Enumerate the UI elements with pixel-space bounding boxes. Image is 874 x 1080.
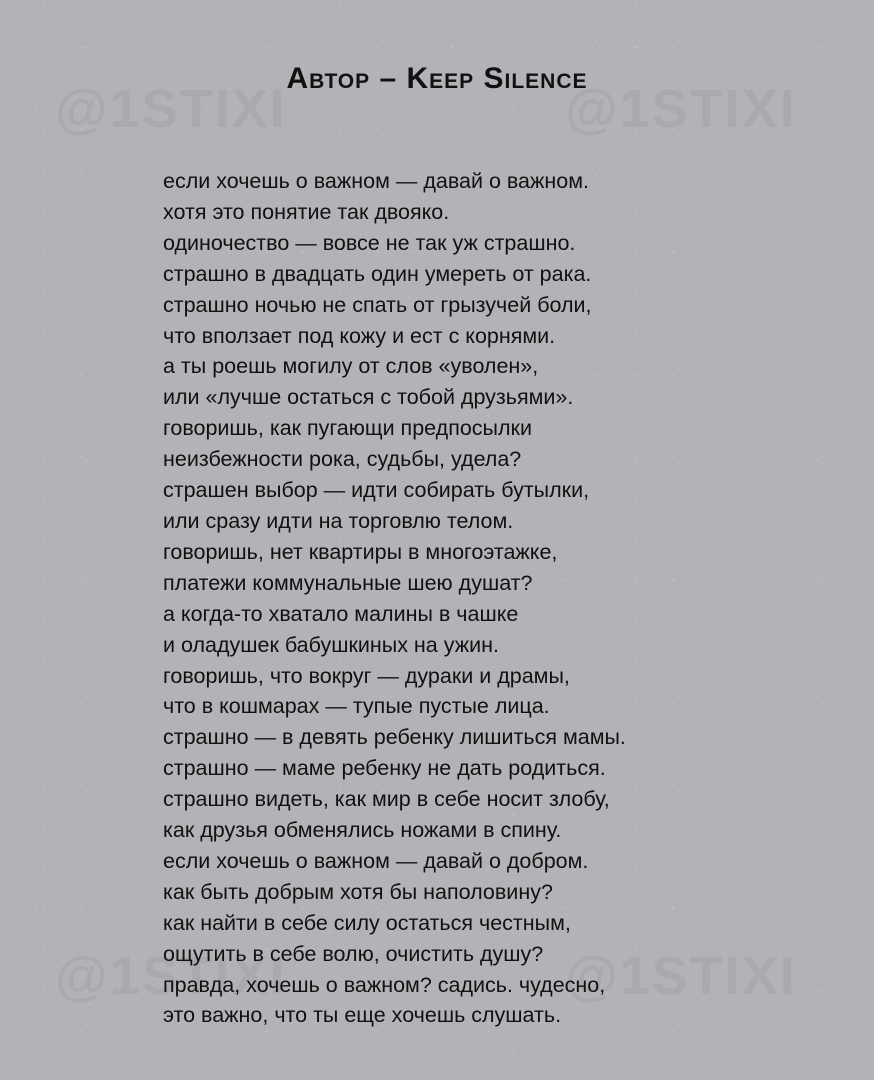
poem-line: платежи коммунальные шею душат? (163, 570, 533, 595)
watermark: @1STIXI (55, 946, 287, 1006)
poem-line: и оладушек бабушкиных на ужин. (163, 632, 499, 657)
poem-line: если хочешь о важном — давай о добром. (163, 848, 589, 873)
poem-line: страшно ночью не спать от грызучей боли, (163, 292, 592, 317)
watermark: @1STIXI (565, 946, 797, 1006)
poem-line: как быть добрым хотя бы наполовину? (163, 879, 553, 904)
poem-line: страшно — в девять ребенку лишиться мамы. (163, 725, 626, 750)
watermark: @1STIXI (55, 79, 287, 139)
poem-line: неизбежности рока, судьбы, удела? (163, 447, 522, 472)
poem-line: как друзья обменялись ножами в спину. (163, 818, 562, 843)
poem-line: страшно — маме ребенку не дать родиться. (163, 756, 606, 781)
poem-line: как найти в себе силу остаться честным, (163, 910, 571, 935)
poem-line: страшно видеть, как мир в себе носит злобу, (163, 787, 610, 812)
poem-line: одиночество — вовсе не так уж страшно. (163, 230, 576, 255)
poem-line: если хочешь о важном — давай о важном. (163, 169, 589, 193)
poem-line: или сразу идти на торговлю телом. (163, 508, 514, 533)
page-title: Автор – Keep Silence (286, 62, 588, 95)
poem-line: а когда-то хватало малины в чашке (163, 601, 519, 626)
poem-line: что вползает под кожу и ест с корнями. (163, 323, 556, 348)
poem-text (163, 166, 743, 1031)
poem-line: что в кошмарах — тупые пустые лица. (163, 694, 550, 719)
poem-line: хотя это понятие так двояко. (163, 199, 450, 224)
poem-line: ощутить в себе волю, очистить душу? (163, 941, 544, 966)
poem-line: а ты роешь могилу от слов «уволен», (163, 354, 539, 379)
poem-line: страшен выбор — идти собирать бутылки, (163, 478, 590, 503)
poem-line: или «лучше остаться с тобой друзьями». (163, 385, 574, 410)
poem-line: говоришь, как пугающи предпосылки (163, 416, 532, 441)
poem-line: говоришь, нет квартиры в многоэтажке, (163, 539, 558, 564)
poem-line: правда, хочешь о важном? садись. чудесно, (163, 972, 606, 997)
poem-line: это важно, что ты еще хочешь слушать. (163, 1003, 562, 1028)
poem-line: страшно в двадцать один умереть от рака. (163, 261, 592, 286)
poem-line: говоришь, что вокруг — дураки и драмы, (163, 663, 570, 688)
watermark: @1STIXI (565, 79, 797, 139)
